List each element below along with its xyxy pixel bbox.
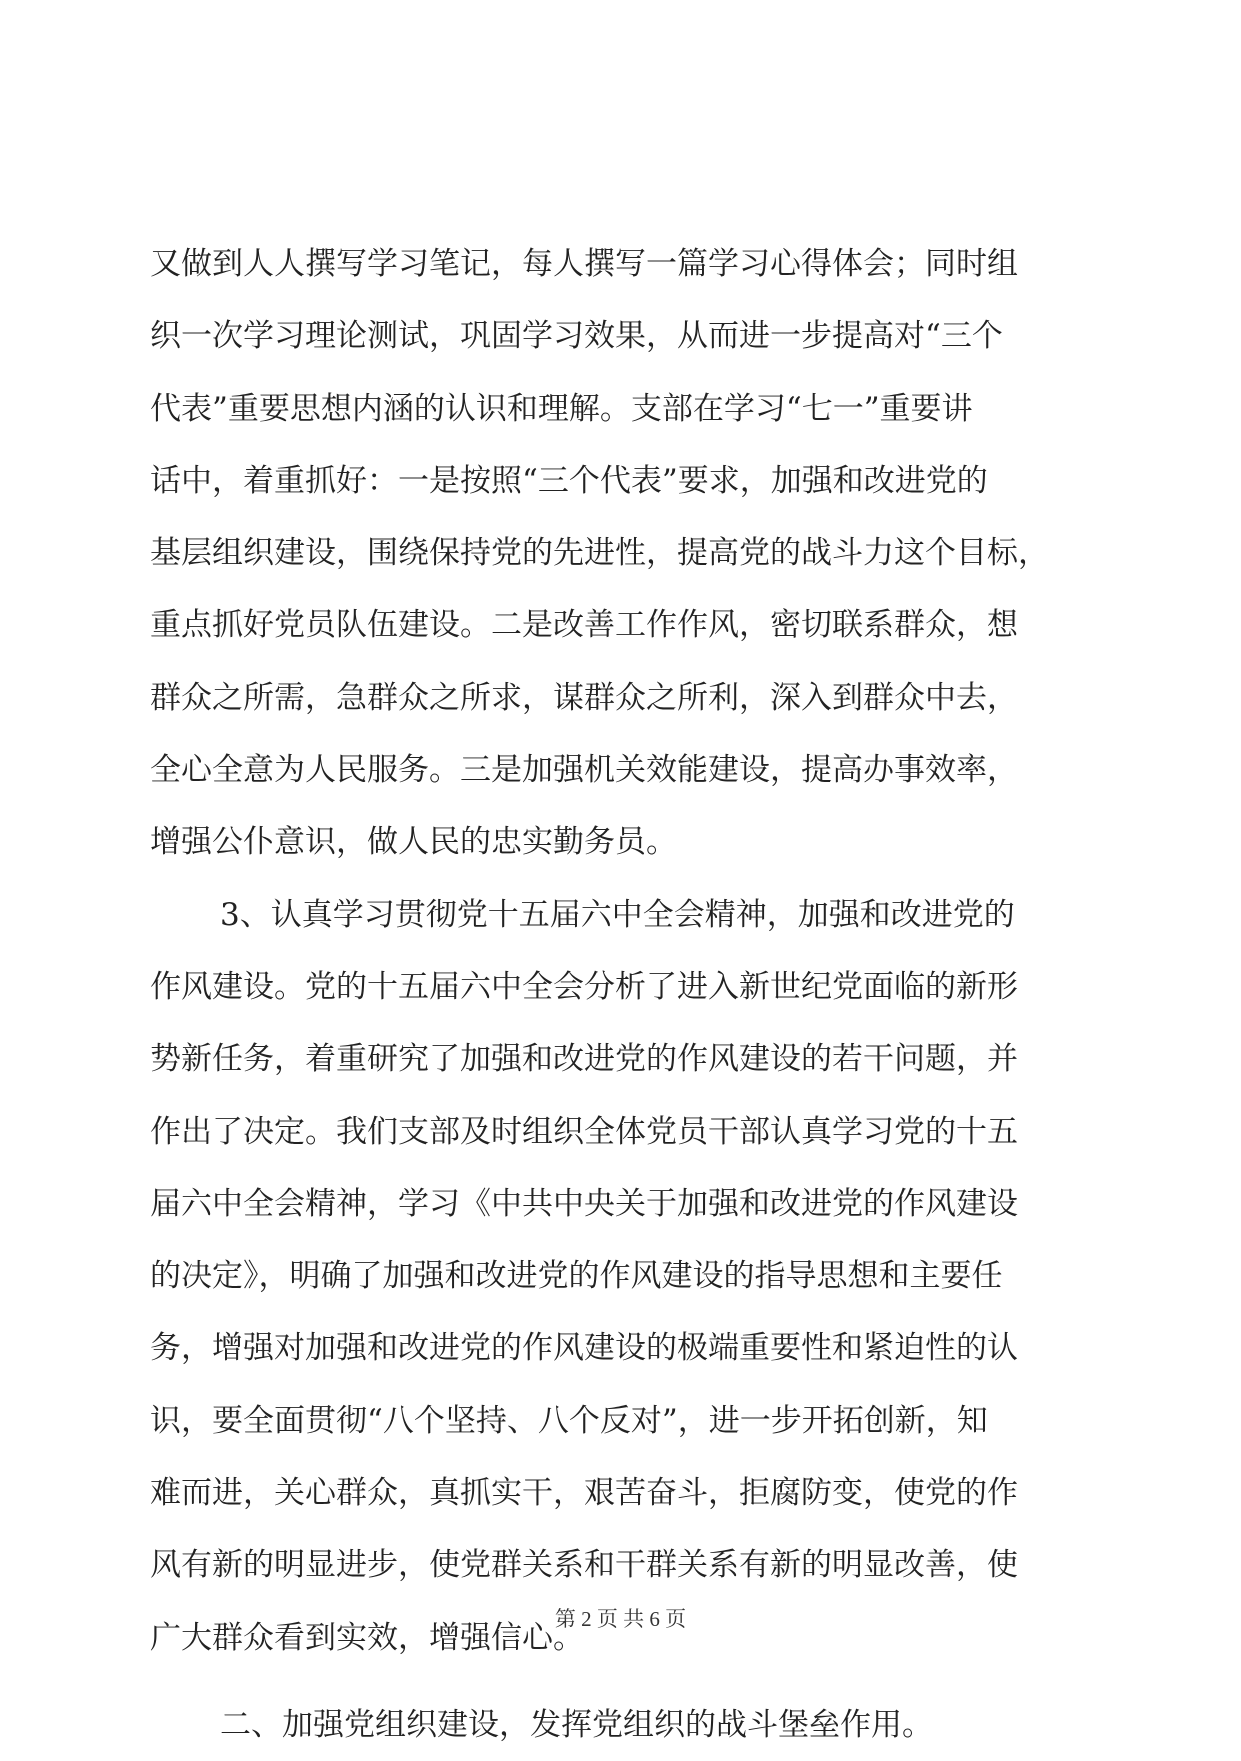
text-line: 风有新的明显进步，使党群关系和干群关系有新的明显改善，使	[150, 1547, 1018, 1584]
text-line: 势新任务，着重研究了加强和改进党的作风建设的若干问题，并	[150, 1041, 1018, 1078]
text-line: 作风建设。党的十五届六中全会分析了进入新世纪党面临的新形	[150, 968, 1018, 1005]
text-line: 基层组织建设，围绕保持党的先进性，提高党的战斗力这个目标，	[150, 535, 1049, 572]
text-line: 的决定》，明确了加强和改进党的作风建设的指导思想和主要任	[150, 1258, 1003, 1295]
text-line: 群众之所需，急群众之所求，谋群众之所利，深入到群众中去，	[150, 679, 1018, 716]
text-line: 识，要全面贯彻“八个坚持、八个反对”，进一步开拓创新，知	[150, 1402, 988, 1439]
page-footer: 第 2 页 共 6 页	[554, 1607, 687, 1631]
text-line: 代表”重要思想内涵的认识和理解。支部在学习“七一”重要讲	[150, 390, 973, 427]
text-line: 务，增强对加强和改进党的作风建设的极端重要性和紧迫性的认	[150, 1330, 1018, 1367]
text-line: 作出了决定。我们支部及时组织全体党员干部认真学习党的十五	[150, 1113, 1018, 1150]
text-line: 难而进，关心群众，真抓实干，艰苦奋斗，拒腐防变，使党的作	[150, 1475, 1018, 1512]
section-heading-line: 3、认真学习贯彻党十五届六中全会精神，加强和改进党的	[220, 896, 1015, 933]
paragraph-gap	[150, 1674, 1090, 1689]
text-line: 重点抓好党员队伍建设。二是改善工作作风，密切联系群众，想	[150, 607, 1018, 644]
text-line: 织一次学习理论测试，巩固学习效果，从而进一步提高对“三个	[150, 318, 1003, 355]
text-line: 话中，着重抓好：一是按照“三个代表”要求，加强和改进党的	[150, 462, 988, 499]
text-line: 广大群众看到实效，增强信心。	[150, 1619, 584, 1656]
document-body	[150, 228, 1090, 1761]
section-heading-line: 二、加强党组织建设，发挥党组织的战斗堡垒作用。	[220, 1706, 933, 1743]
text-line: 增强公仆意识，做人民的忠实勤务员。	[150, 824, 677, 861]
text-line: 又做到人人撰写学习笔记，每人撰写一篇学习心得体会；同时组	[150, 246, 1018, 282]
text-line: 全心全意为人民服务。三是加强机关效能建设，提高办事效率，	[150, 752, 1018, 789]
text-line: 届六中全会精神，学习《中共中央关于加强和改进党的作风建设	[150, 1185, 1018, 1222]
